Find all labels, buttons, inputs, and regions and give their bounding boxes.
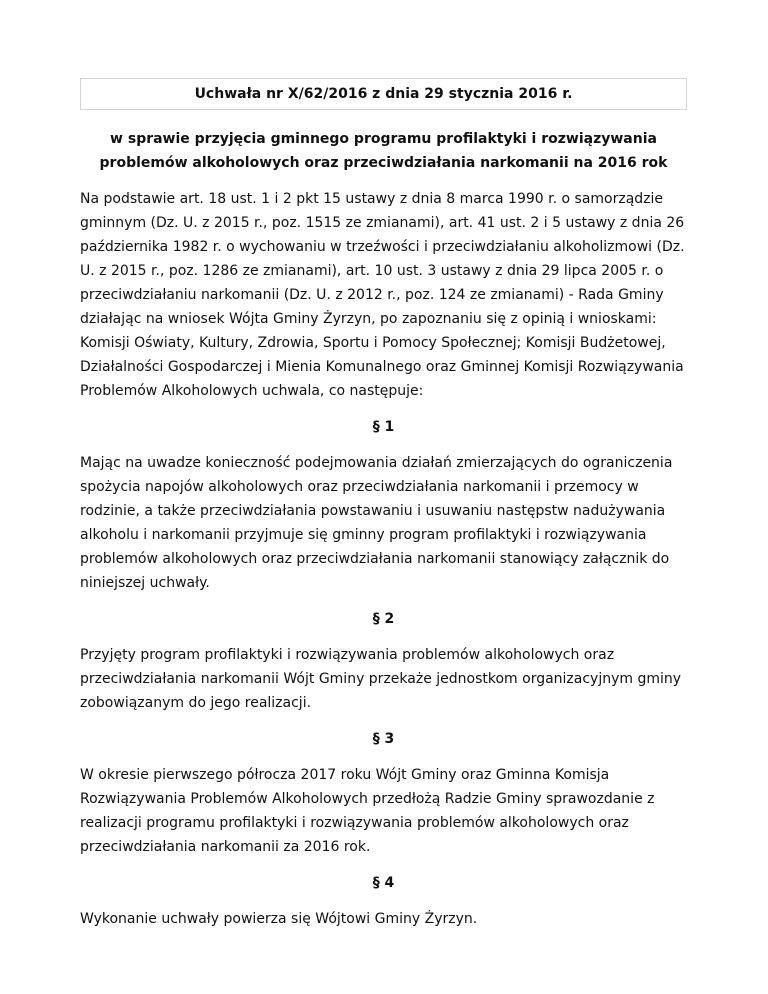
section-4-heading: § 4 [372,875,395,891]
section-1-heading: § 1 [372,419,395,435]
section-2-heading: § 2 [372,611,395,627]
section-2-text: Przyjęty program profilaktyki i rozwiązywania problemów alkoholowych oraz przeciwdziałania narkomanii Wójt Gminy przekaże jednostkom organizacyjnym gminy zobowiązanym do jego realizacji. [80,647,682,711]
section-4-text: Wykonanie uchwały powierza się Wójtowi Gminy Żyrzyn. [80,911,478,927]
section-1-text: Mając na uwadze konieczność podejmowania działań zmierzających do ograniczenia spożycia napojów alkoholowych oraz przeciwdziałania narkomanii i przemocy w rodzinie, a także przeciwdziałania powstawaniu i usuwaniu następstw nadużywania alkoholu i narkomanii przyjmuje się gminny program profilaktyki i rozwiązywania problemów alkoholowych oraz przeciwdziałania narkomanii stanowiący załącznik do niniejszej uchwały. [80,455,673,591]
section-3-text: W okresie pierwszego półrocza 2017 roku Wójt Gminy oraz Gminna Komisja Rozwiązywania Problemów Alkoholowych przedłożą Radzie Gminy sprawozdanie z realizacji programu profilaktyki i rozwiązywania problemów alkoholowych oraz przeciwdziałania narkomanii za 2016 rok. [80,767,655,855]
document-title: Uchwała nr X/62/2016 z dnia 29 stycznia 2016 r. [80,78,687,110]
document-page [80,78,687,931]
document-subtitle: w sprawie przyjęcia gminnego programu profilaktyki i rozwiązywania problemów alkoholowych oraz przeciwdziałania narkomanii na 2016 rok [99,131,668,171]
intro-paragraph: Na podstawie art. 18 ust. 1 i 2 pkt 15 ustawy z dnia 8 marca 1990 r. o samorządzie gminnym (Dz. U. z 2015 r., poz. 1515 ze zmianami), art. 41 ust. 2 i 5 ustawy z dnia 26 października 1982 r. o wychowaniu w trzeźwości i przeciwdziałaniu alkoholizmowi (Dz. U. z 2015 r., poz. 1286 ze zmianami), art. 10 ust. 3 ustawy z dnia 29 lipca 2005 r. o przeciwdziałaniu narkomanii (Dz. U. z 2012 r., poz. 124 ze zmianami) - Rada Gminy działając na wniosek Wójta Gminy Żyrzyn, po zapoznaniu się z opinią i wnioskami: Komisji Oświaty, Kultury, Zdrowia, Sportu i Pomocy Społecznej; Komisji Budżetowej, Działalności Gospodarczej i Mienia Komunalnego oraz Gminnej Komisji Rozwiązywania Problemów Alkoholowych uchwala, co następuje: [80,191,685,399]
section-3-heading: § 3 [372,731,395,747]
